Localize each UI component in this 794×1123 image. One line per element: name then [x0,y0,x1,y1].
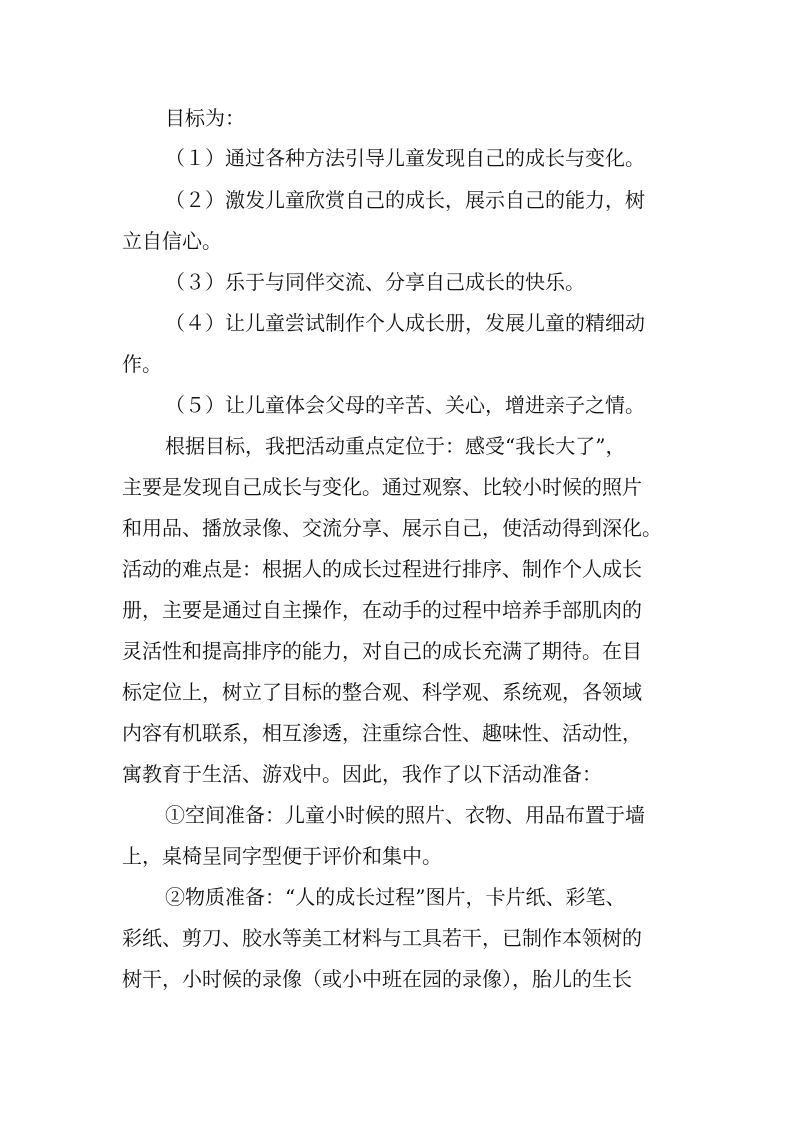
goal-item-2-line-1: （２）激发儿童欣赏自己的成长，展示自己的能力，树 [165,188,645,212]
goal-item-2-line-2: 立自信心。 [122,229,222,253]
prep-space-line-1: ①空间准备：儿童小时候的照片、衣物、用品布置于墙 [165,803,645,827]
goal-item-1: （１）通过各种方法引导儿童发现自己的成长与变化。 [165,146,645,170]
paragraph-goals-heading: 目标为： [165,106,245,130]
paragraph-focus-line-7: 标定位上，树立了目标的整合观、科学观、系统观，各领域 [122,680,642,704]
paragraph-focus-line-5: 册，主要是通过自主操作，在动手的过程中培养手部肌肉的 [122,598,642,622]
prep-material-line-2: 彩纸、剪刀、胶水等美工材料与工具若干，已制作本领树的 [122,926,642,950]
prep-space-line-2: 上，桌椅呈同字型便于评价和集中。 [122,844,442,868]
paragraph-focus-line-9: 寓教育于生活、游戏中。因此，我作了以下活动准备： [122,762,602,786]
paragraph-focus-line-4: 活动的难点是：根据人的成长过程进行排序、制作个人成长 [122,557,642,581]
goal-item-4-line-2: 作。 [122,352,162,376]
paragraph-focus-line-8: 内容有机联系，相互渗透，注重综合性、趣味性、活动性， [122,721,642,745]
paragraph-focus-line-1: 根据目标，我把活动重点定位于：感受“我长大了”， [165,434,626,458]
goal-item-4-line-1: （４）让儿童尝试制作个人成长册，发展儿童的精细动 [165,311,645,335]
paragraph-focus-line-6: 灵活性和提高排序的能力，对自己的成长充满了期待。在目 [122,639,642,663]
prep-material-line-3: 树干，小时候的录像（或小中班在园的录像），胎儿的生长 [122,967,632,991]
paragraph-focus-line-2: 主要是发现自己成长与变化。通过观察、比较小时候的照片 [122,475,642,499]
prep-material-line-1: ②物质准备：“人的成长过程”图片，卡片纸、彩笔、 [165,885,626,909]
paragraph-focus-line-3: 和用品、播放录像、交流分享、展示自己，使活动得到深化。 [122,516,662,540]
goal-item-3: （３）乐于与同伴交流、分享自己成长的快乐。 [165,270,585,294]
goal-item-5: （５）让儿童体会父母的辛苦、关心，增进亲子之情。 [165,393,645,417]
